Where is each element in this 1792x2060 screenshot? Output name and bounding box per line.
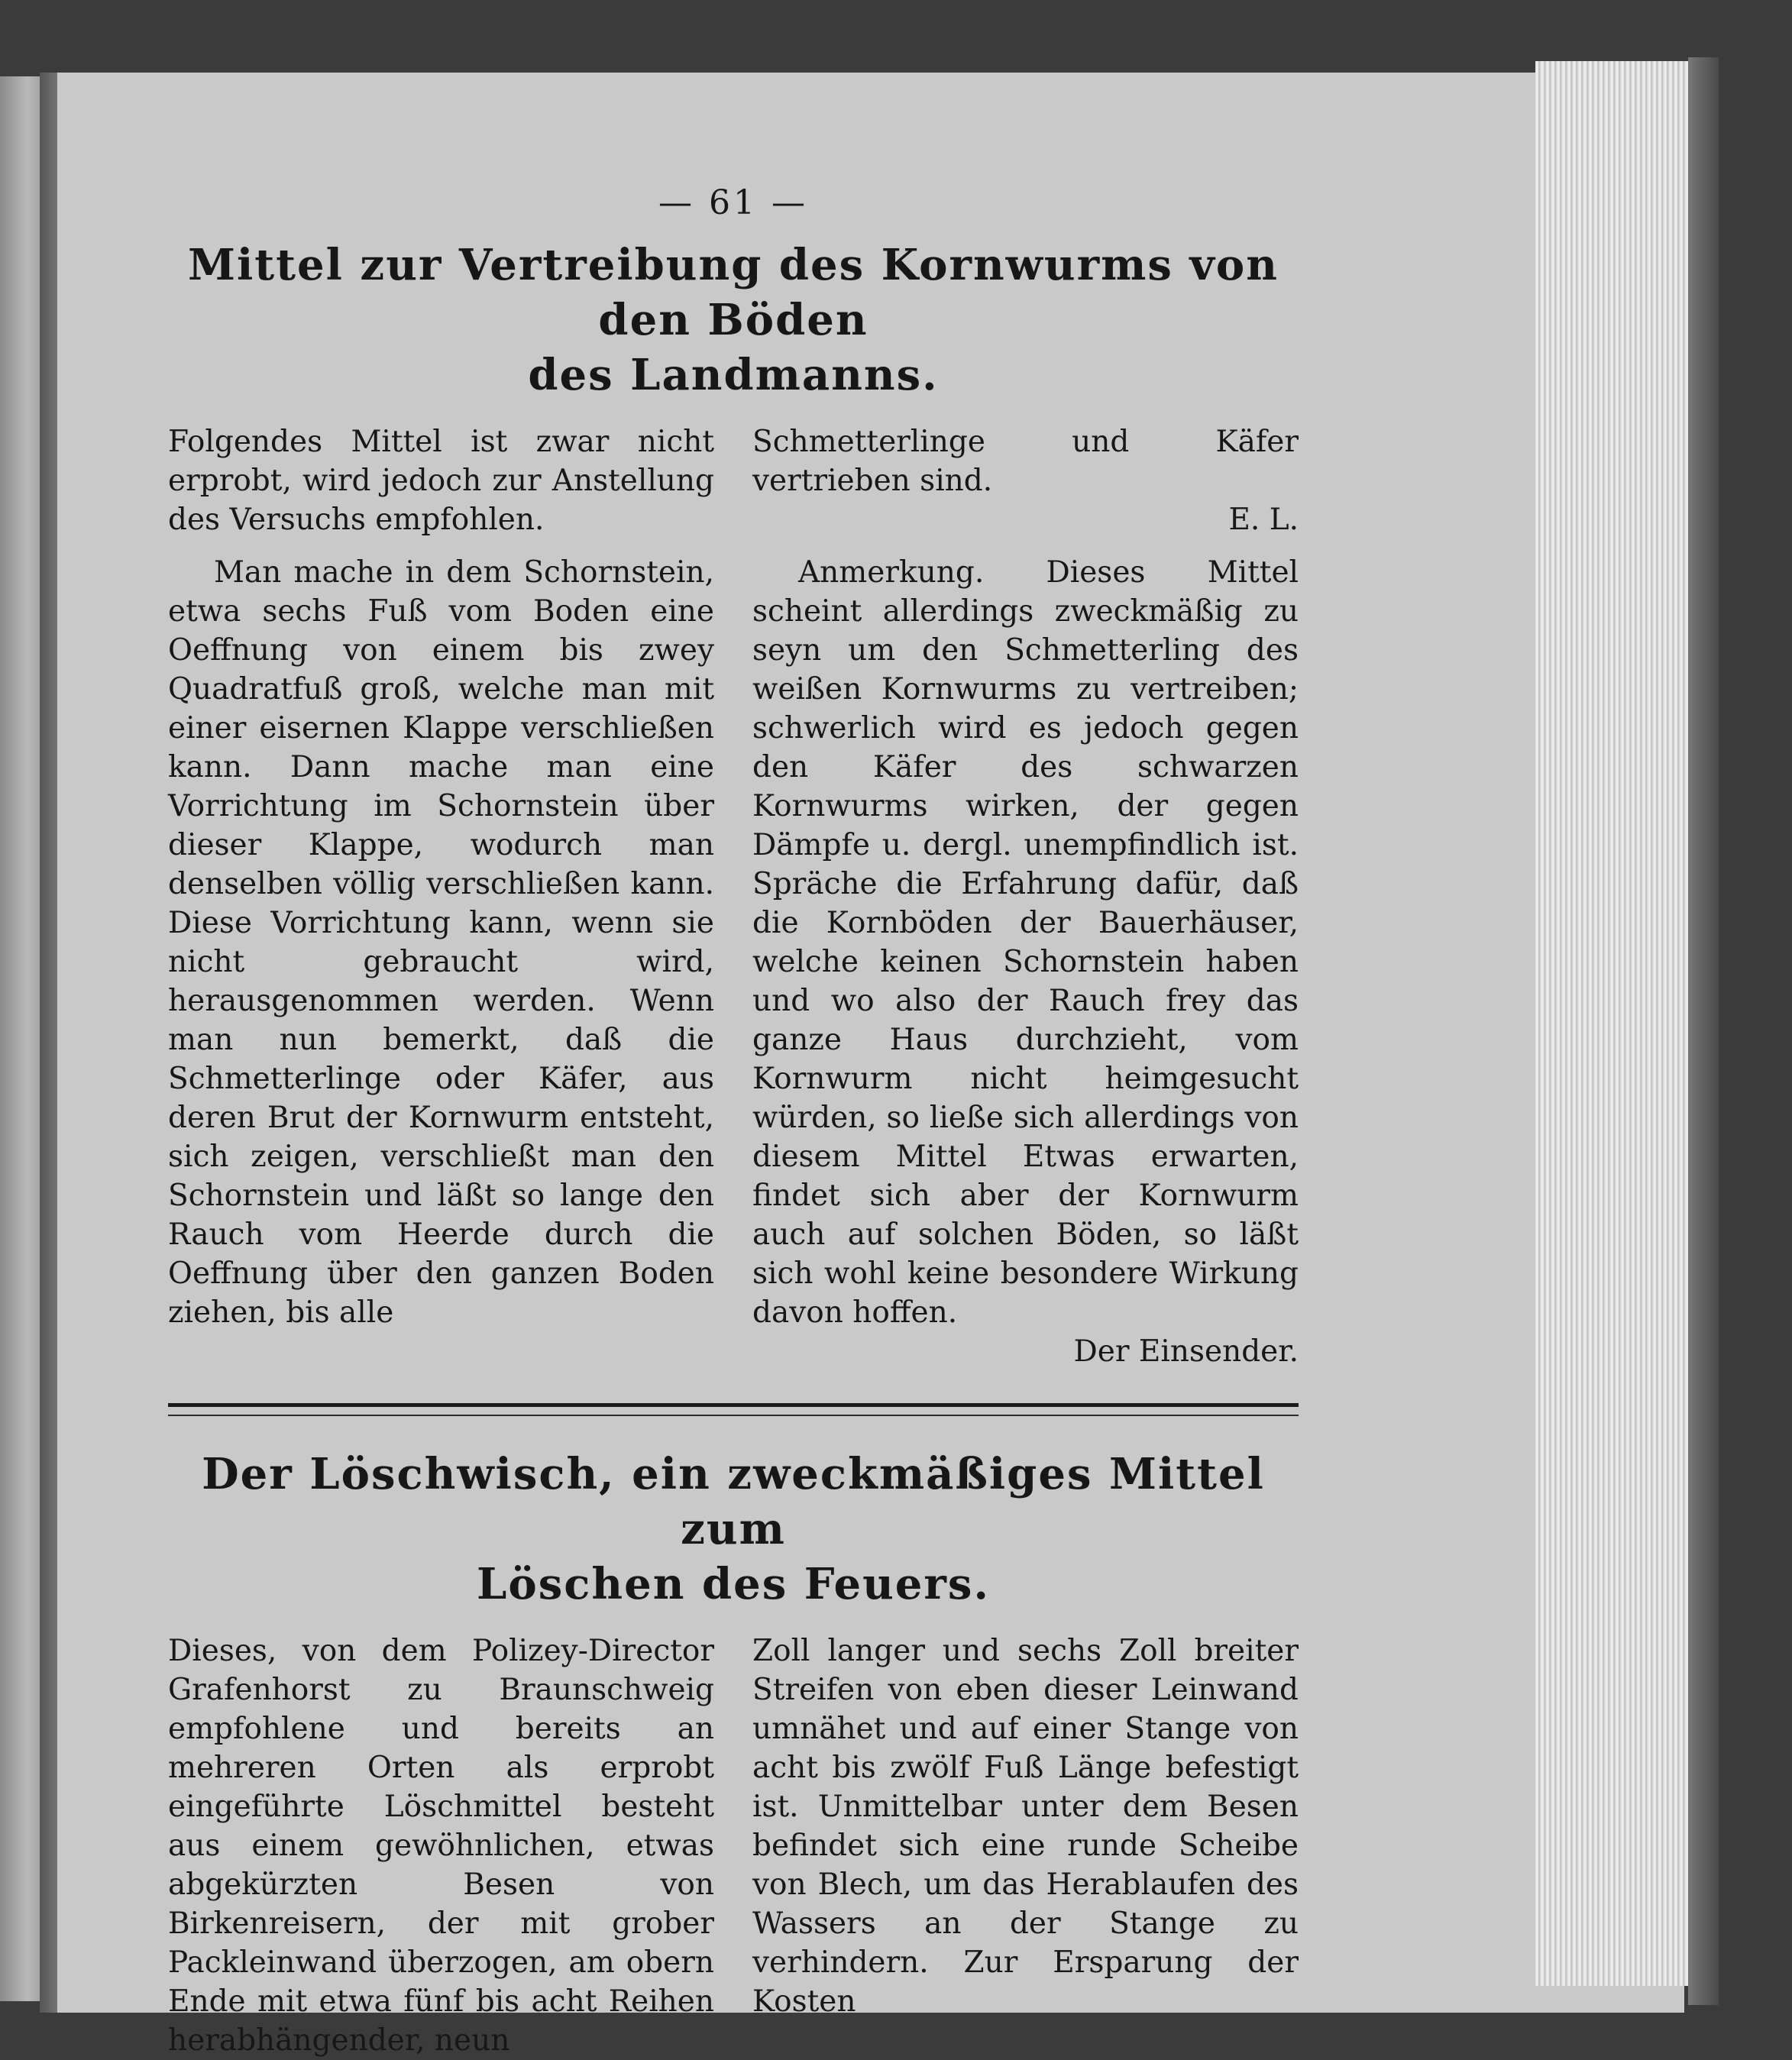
article-2-columns bbox=[168, 1632, 1299, 2060]
article-2-right-column bbox=[752, 1632, 1299, 2060]
page-stack-edges bbox=[1535, 61, 1694, 1986]
article-1-paragraph-2: Man mache in dem Schornstein, etwa sechs Fuß vom Boden eine Oeffnung von einem bis zwey Quadratfuß groß, welche man mit einer eisernen Klappe verschließen kann. Dann mache man eine Vorrichtung im Schornstein über dieser Klappe, wodurch man denselben völlig verschließen kann. Diese Vorrichtung kann, wenn sie nicht gebraucht wird, herausgenommen werden. Wenn man nun bemerkt, daß die Schmetterlinge oder Käfer, aus deren Brut der Kornwurm entsteht, sich zeigen, verschließt man den Schornstein und läßt so lange den Rauch vom Heerde durch die Oeffnung über den ganzen Boden ziehen, bis alle bbox=[168, 555, 714, 1330]
page-number: — 61 — bbox=[658, 183, 808, 222]
article-1-paragraph-1: Folgendes Mittel ist zwar nicht erprobt, wird jedoch zur Anstellung des Versuchs empfohlen. bbox=[168, 425, 714, 537]
article-1-title bbox=[168, 238, 1299, 403]
section-divider-thin bbox=[168, 1415, 1299, 1416]
annotation-signature: Der Einsender. bbox=[1073, 1334, 1299, 1369]
article-1-left-column bbox=[168, 422, 714, 1371]
book-cover-edge bbox=[1688, 57, 1719, 2005]
article-1-title-line-1: Mittel zur Vertreibung des Kornwurms von den Böden bbox=[188, 240, 1279, 345]
article-2-paragraph-2: Zoll langer und sechs Zoll breiter Streifen von eben dieser Leinwand umnähet und auf einer Stange von acht bis zwölf Fuß Länge befestigt ist. Unmittelbar unter dem Besen befindet sich eine runde Scheibe von Blech, um das Herablaufen des Wassers an der Stange zu verhindern. Zur Ersparung der Kosten bbox=[752, 1634, 1299, 2019]
section-divider bbox=[168, 1403, 1299, 1407]
article-1-signature: E. L. bbox=[1228, 503, 1299, 537]
article-1-right-column bbox=[752, 422, 1299, 1371]
article-1-paragraph-3: Schmetterlinge und Käfer vertrieben sind. bbox=[752, 425, 1299, 498]
article-2-title bbox=[168, 1447, 1299, 1612]
facing-page-edge bbox=[0, 76, 46, 2001]
annotation-paragraph: Anmerkung. Dieses Mittel scheint allerdings zweckmäßig zu seyn um den Schmetterling des weißen Kornwurms zu vertreiben; schwerlich wird es jedoch gegen den Käfer des schwarzen Kornwurms wirken, der gegen Dämpfe u. dergl. unempfindlich ist. Spräche die Erfahrung dafür, daß die Kornböden der Bauerhäuser, welche keinen Schornstein haben und wo also der Rauch frey das ganze Haus durchzieht, vom Kornwurm nicht heimgesucht würden, so ließe sich allerdings von diesem Mittel Etwas erwarten, findet sich aber der Kornwurm auch auf solchen Böden, so läßt sich wohl keine besondere Wirkung davon hoffen. bbox=[752, 555, 1299, 1330]
article-1-columns bbox=[168, 422, 1299, 1371]
article-2-paragraph-1: Dieses, von dem Polizey-Director Grafenhorst zu Braunschweig empfohlene und bereits an mehreren Orten als erprobt eingeführte Löschmittel besteht aus einem gewöhnlichen, etwas abgekürzten Besen von Birkenreisern, der mit grober Packleinwand überzogen, am obern Ende mit etwa fünf bis acht Reihen herabhängender, neun bbox=[168, 1634, 714, 2058]
page-content bbox=[168, 183, 1299, 2060]
article-2-title-line-1: Der Löschwisch, ein zweckmäßiges Mittel zum bbox=[202, 1449, 1265, 1554]
article-2-title-line-2: Löschen des Feuers. bbox=[477, 1559, 990, 1609]
article-1-title-line-2: des Landmanns. bbox=[528, 350, 939, 400]
article-2-left-column bbox=[168, 1632, 714, 2060]
